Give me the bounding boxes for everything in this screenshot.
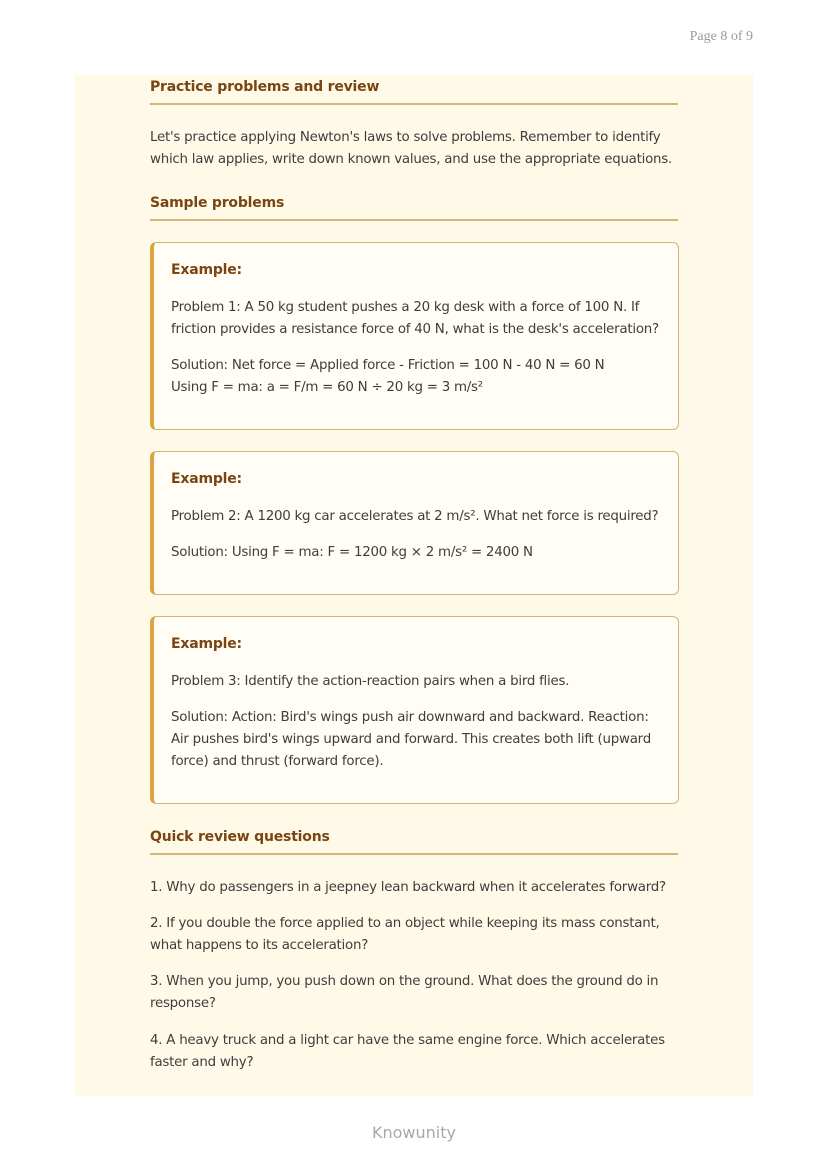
review-heading: Quick review questions <box>150 829 678 855</box>
section-heading: Practice problems and review <box>150 79 678 105</box>
footer-brand: Knowunity <box>372 1123 456 1142</box>
page-indicator: Page 8 of 9 <box>689 29 753 44</box>
review-question-2: 2. If you double the force applied to an object while keeping its mass constant, what happens to its acceleration? <box>150 916 660 953</box>
example-problem: Problem 1: A 50 kg student pushes a 20 kg desk with a force of 100 N. If friction provides a resistance force of 40 N, what is the desk's acceleration? <box>171 300 659 337</box>
review-question-1: 1. Why do passengers in a jeepney lean backward when it accelerates forward? <box>150 880 666 895</box>
example-solution: Solution: Using F = ma: F = 1200 kg × 2 m/s² = 2400 N <box>171 545 533 560</box>
example-label: Example: <box>171 471 242 487</box>
example-solution: Solution: Net force = Applied force - Friction = 100 N - 40 N = 60 N <box>171 358 605 373</box>
sample-problems-heading: Sample problems <box>150 195 678 221</box>
review-question-3: 3. When you jump, you push down on the ground. What does the ground do in response? <box>150 974 659 1011</box>
example-label: Example: <box>171 636 242 652</box>
example-solution: Solution: Action: Bird's wings push air downward and backward. Reaction: Air pushes bird's wings upward and forward. This creates both lift (upward force) and thrust (forward force). <box>171 710 651 769</box>
review-question-4: 4. A heavy truck and a light car have the same engine force. Which accelerates faster and why? <box>150 1033 665 1070</box>
example-card-1 <box>150 242 679 430</box>
example-label: Example: <box>171 262 242 278</box>
intro-paragraph: Let's practice applying Newton's laws to solve problems. Remember to identify which law applies, write down known values, and use the appropriate equations. <box>150 130 673 167</box>
example-problem: Problem 2: A 1200 kg car accelerates at 2 m/s². What net force is required? <box>171 509 659 524</box>
example-card-2 <box>150 451 679 595</box>
example-card-3 <box>150 616 679 804</box>
example-problem: Problem 3: Identify the action-reaction pairs when a bird flies. <box>171 674 570 689</box>
document-page <box>75 75 753 1096</box>
example-solution-line-2: Using F = ma: a = F/m = 60 N ÷ 20 kg = 3 m/s² <box>171 380 483 395</box>
